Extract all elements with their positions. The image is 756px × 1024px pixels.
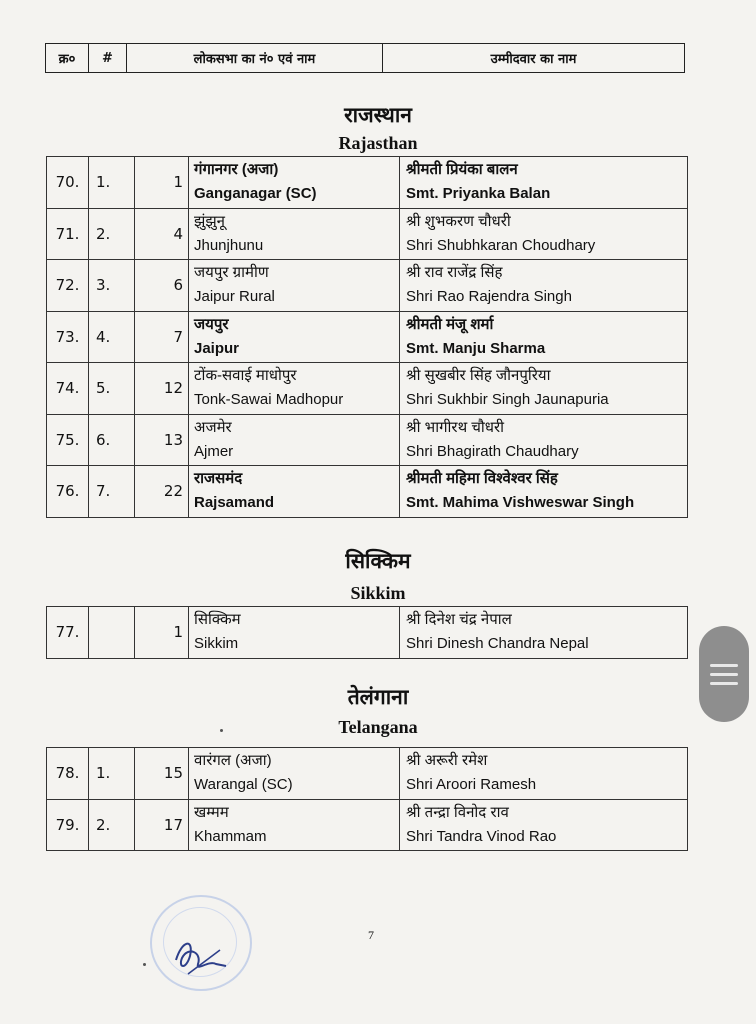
serial-cell: 70. [47, 157, 89, 209]
number-cell: 4. [89, 311, 135, 363]
seat-number-cell: 12 [135, 363, 189, 415]
speck [220, 729, 223, 732]
seat-number-cell: 17 [135, 799, 189, 851]
candidate-name-english: Shri Sukhbir Singh Jaunapuria [406, 391, 609, 409]
header-serial: क्र० [46, 44, 89, 72]
sikkim-table [46, 606, 688, 659]
table-row [47, 748, 688, 800]
constituency-cell [189, 157, 400, 209]
constituency-name-english: Tonk-Sawai Madhopur [194, 391, 344, 409]
candidate-cell [400, 414, 688, 466]
constituency-name-hindi: टोंक-सवाई माधोपुर [194, 367, 297, 385]
header-candidate: उम्मीदवार का नाम [490, 52, 577, 67]
speck [143, 963, 146, 966]
candidate-name-hindi: श्री राव राजेंद्र सिंह [406, 264, 503, 282]
number-cell [89, 607, 135, 659]
candidate-name-hindi: श्री तन्द्रा विनोद राव [406, 803, 509, 821]
section-title-hindi: सिक्किम [345, 549, 411, 573]
constituency-name-english: Ganganagar (SC) [194, 185, 317, 203]
candidate-name-english: Shri Rao Rajendra Singh [406, 288, 572, 306]
constituency-name-english: Warangal (SC) [194, 776, 293, 794]
number-cell: 7. [89, 466, 135, 518]
seat-number-cell: 22 [135, 466, 189, 518]
constituency-name-hindi: झुंझुनू [194, 212, 226, 230]
header-constituency: लोकसभा का नं० एवं नाम [127, 44, 383, 72]
section-title-hindi: तेलंगाना [347, 685, 409, 709]
seat-number-cell: 6 [135, 260, 189, 312]
serial-cell: 75. [47, 414, 89, 466]
candidate-cell [400, 311, 688, 363]
candidate-name-english: Shri Bhagirath Chaudhary [406, 442, 579, 460]
candidate-cell [400, 260, 688, 312]
candidate-cell [400, 748, 688, 800]
number-cell: 1. [89, 748, 135, 800]
seat-number-cell: 7 [135, 311, 189, 363]
telangana-table [46, 747, 688, 851]
menu-lines-icon[interactable] [699, 626, 749, 722]
number-cell: 2. [89, 799, 135, 851]
serial-cell: 76. [47, 466, 89, 518]
candidate-name-hindi: श्री सुखबीर सिंह जौनपुरिया [406, 367, 551, 385]
constituency-cell [189, 799, 400, 851]
candidate-name-hindi: श्रीमती महिमा विश्वेश्वर सिंह [406, 470, 558, 488]
candidate-name-english: Shri Aroori Ramesh [406, 776, 537, 794]
table-row [47, 260, 688, 312]
constituency-name-english: Rajsamand [194, 494, 275, 512]
candidate-cell [400, 466, 688, 518]
constituency-cell [189, 311, 400, 363]
constituency-name-english: Jaipur [194, 339, 240, 357]
candidate-name-english: Smt. Mahima Vishweswar Singh [406, 494, 635, 512]
constituency-name-hindi: अजमेर [194, 418, 232, 436]
candidate-name-hindi: श्री अरूरी रमेश [406, 752, 488, 770]
section-title-english: Rajasthan [338, 133, 418, 153]
constituency-name-hindi: खम्मम [194, 803, 229, 821]
table-row [47, 208, 688, 260]
constituency-cell [189, 748, 400, 800]
serial-cell: 78. [47, 748, 89, 800]
candidate-name-english: Smt. Manju Sharma [406, 339, 546, 357]
rajasthan-table [46, 156, 688, 518]
candidate-name-english: Shri Shubhkaran Choudhary [406, 236, 596, 254]
constituency-cell [189, 607, 400, 659]
candidate-name-hindi: श्रीमती मंजू शर्मा [406, 315, 494, 333]
constituency-name-english: Jhunjhunu [194, 236, 264, 254]
seat-number-cell: 13 [135, 414, 189, 466]
serial-cell: 72. [47, 260, 89, 312]
column-header-row [45, 43, 685, 73]
candidate-name-hindi: श्री दिनेश चंद्र नेपाल [406, 611, 512, 629]
number-cell: 2. [89, 208, 135, 260]
constituency-cell [189, 208, 400, 260]
header-number: # [89, 44, 127, 72]
candidate-cell [400, 799, 688, 851]
table-row [47, 157, 688, 209]
constituency-name-english: Sikkim [194, 635, 239, 653]
serial-cell: 74. [47, 363, 89, 415]
table-row [47, 414, 688, 466]
candidate-cell [400, 208, 688, 260]
table-row [47, 799, 688, 851]
table-row [47, 363, 688, 415]
section-title-english: Sikkim [350, 583, 406, 603]
constituency-name-hindi: राजसमंद [194, 470, 243, 488]
constituency-cell [189, 414, 400, 466]
constituency-cell [189, 466, 400, 518]
constituency-name-hindi: गंगानगर (अजा) [194, 161, 279, 179]
constituency-name-hindi: जयपुर [194, 315, 229, 333]
serial-cell: 73. [47, 311, 89, 363]
number-cell: 6. [89, 414, 135, 466]
candidate-cell [400, 157, 688, 209]
section-title-hindi: राजस्थान [344, 103, 412, 127]
serial-cell: 79. [47, 799, 89, 851]
constituency-name-hindi: जयपुर ग्रामीण [194, 264, 269, 282]
candidate-name-hindi: श्री शुभकरण चौधरी [406, 212, 511, 230]
signature [168, 930, 238, 980]
page-number: 7 [368, 928, 374, 942]
seat-number-cell: 1 [135, 607, 189, 659]
constituency-name-english: Jaipur Rural [194, 288, 275, 306]
constituency-name-english: Khammam [194, 827, 267, 845]
constituency-name-hindi: सिक्किम [194, 611, 241, 629]
number-cell: 5. [89, 363, 135, 415]
number-cell: 1. [89, 157, 135, 209]
candidate-name-hindi: श्रीमती प्रियंका बालन [406, 161, 518, 179]
table-row [47, 311, 688, 363]
number-cell: 3. [89, 260, 135, 312]
seat-number-cell: 4 [135, 208, 189, 260]
table-row [47, 466, 688, 518]
table-row [47, 607, 688, 659]
constituency-name-english: Ajmer [194, 442, 234, 460]
serial-cell: 71. [47, 208, 89, 260]
candidate-name-english: Shri Dinesh Chandra Nepal [406, 635, 589, 653]
section-title-english: Telangana [338, 717, 418, 737]
candidate-name-hindi: श्री भागीरथ चौधरी [406, 418, 504, 436]
candidate-name-english: Smt. Priyanka Balan [406, 185, 551, 203]
candidate-cell [400, 363, 688, 415]
constituency-cell [189, 363, 400, 415]
seat-number-cell: 1 [135, 157, 189, 209]
constituency-name-hindi: वारंगल (अजा) [194, 752, 272, 770]
candidate-name-english: Shri Tandra Vinod Rao [406, 827, 557, 845]
serial-cell: 77. [47, 607, 89, 659]
candidate-cell [400, 607, 688, 659]
constituency-cell [189, 260, 400, 312]
seat-number-cell: 15 [135, 748, 189, 800]
